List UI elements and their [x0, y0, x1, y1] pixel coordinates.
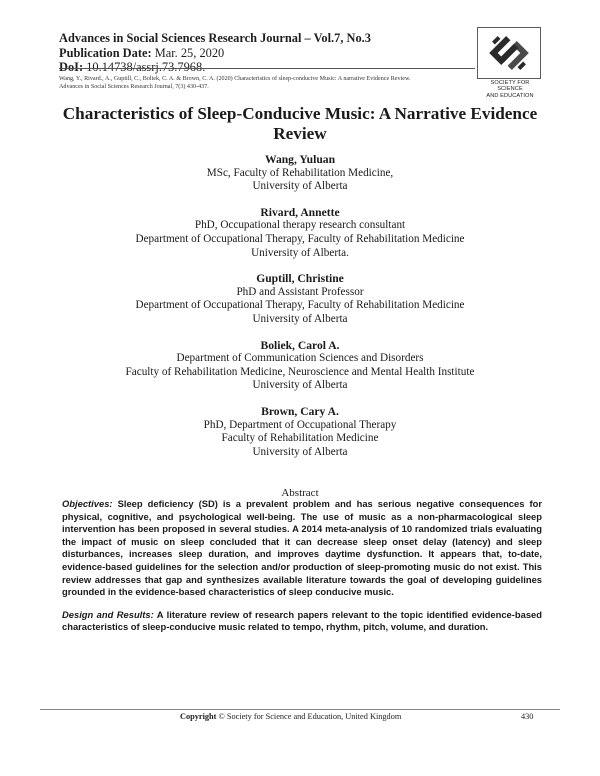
abstract-lead: Objectives: — [62, 498, 113, 509]
author-name: Boliek, Carol A. — [260, 338, 340, 352]
author-affiliation: PhD, Occupational therapy research consultant — [194, 219, 406, 232]
doi-link[interactable]: 10.14738/assrj.73.7968. — [86, 60, 206, 74]
author-affiliation: Department of Communication Sciences and Disorders — [176, 352, 424, 365]
author-name: Rivard, Annette — [260, 205, 340, 219]
author-affiliation: University of Alberta. — [251, 246, 349, 259]
author-block — [40, 153, 560, 194]
author-affiliation: Department of Occupational Therapy, Faculty of Rehabilitation Medicine — [135, 299, 465, 312]
abstract-paragraph — [62, 609, 542, 634]
author-affiliation: University of Alberta — [252, 180, 348, 193]
author-block — [40, 206, 560, 260]
author-block — [40, 405, 560, 459]
author-affiliation: University of Alberta — [252, 379, 348, 392]
publication-date — [59, 46, 469, 61]
author-affiliation: University of Alberta — [252, 312, 348, 325]
abstract-text: A literature review of research papers relevant to the topic identified evidence-based characteristics of sleep-conducive music related to tempo, rhythm, pitch, volume, and duration. — [62, 608, 542, 633]
abstract-paragraph — [62, 498, 542, 599]
copyright-notice — [180, 712, 401, 722]
author-block — [40, 339, 560, 393]
citation-line-2: Advances in Social Sciences Research Journal, 7(3) 430-437. — [59, 84, 209, 91]
citation-line-1: Wang, Y., Rivard., A., Guptill, C., Boliek, C. A. & Brown, C. A. (2020) Characteristics of sleep-conducive Music: A narrative Evidence Review. — [59, 75, 411, 82]
journal-title: Advances in Social Sciences Research Journal – Vol.7, No.3 — [59, 31, 371, 45]
journal-header — [59, 31, 469, 92]
author-affiliation: MSc, Faculty of Rehabilitation Medicine, — [206, 166, 394, 179]
abstract-body — [62, 498, 542, 644]
author-name: Guptill, Christine — [256, 272, 344, 286]
author-list — [40, 153, 560, 471]
author-affiliation: University of Alberta — [252, 445, 348, 458]
copyright-label: Copyright — [180, 712, 217, 721]
publication-date-value: Mar. 25, 2020 — [154, 45, 225, 60]
page-number: 430 — [521, 712, 534, 721]
author-block — [40, 272, 560, 326]
abstract-text: Sleep deficiency (SD) is a prevalent problem and has serious negative consequences for physical, cognitive, and psychological well-being. The use of music as a non-pharmacological sleep intervention has been proposed in several studies. A 2014 meta-analysis of 10 randomized trials evaluating the impact of music on sleep concluded that it can decrease sleep onset delay (latency) and sleep disturbances, increases sleep duration, and improves daytime dysfunction. It appears that, to-date, evidence-based guidelines for the selection and/or production of sleep-promoting music do not exist. This review addresses that gap and synthesizes available literature towards the goal of developing guidelines grounded in the evidence-based characteristics of sleep conducive music. — [62, 498, 542, 598]
author-name: Wang, Yuluan — [264, 153, 336, 166]
copyright-text: © Society for Science and Education, United Kingdom — [218, 712, 402, 721]
author-name: Brown, Cary A. — [261, 404, 339, 418]
logo-caption-line-1: SOCIETY FOR SCIENCE — [490, 80, 530, 93]
abstract-lead: Design and Results: — [62, 608, 154, 620]
author-affiliation: Faculty of Rehabilitation Medicine, Neuroscience and Mental Health Institute — [125, 365, 475, 378]
society-logo-icon — [477, 27, 541, 79]
abstract-heading: Abstract — [281, 487, 319, 499]
logo-caption — [477, 80, 543, 99]
header-divider — [59, 68, 475, 69]
author-affiliation: Faculty of Rehabilitation Medicine — [221, 432, 379, 445]
author-affiliation: Department of Occupational Therapy, Faculty of Rehabilitation Medicine — [135, 232, 465, 245]
doi-label: DoI: — [59, 60, 84, 74]
paper-title: Characteristics of Sleep-Conducive Music: A Narrative Evidence Review — [62, 104, 538, 143]
logo-caption-line-2: AND EDUCATION — [486, 92, 534, 99]
author-affiliation: PhD and Assistant Professor — [236, 285, 364, 298]
footer-divider — [40, 709, 560, 710]
author-affiliation: PhD, Department of Occupational Therapy — [203, 418, 397, 431]
publication-date-label: Publication Date: — [59, 45, 152, 60]
